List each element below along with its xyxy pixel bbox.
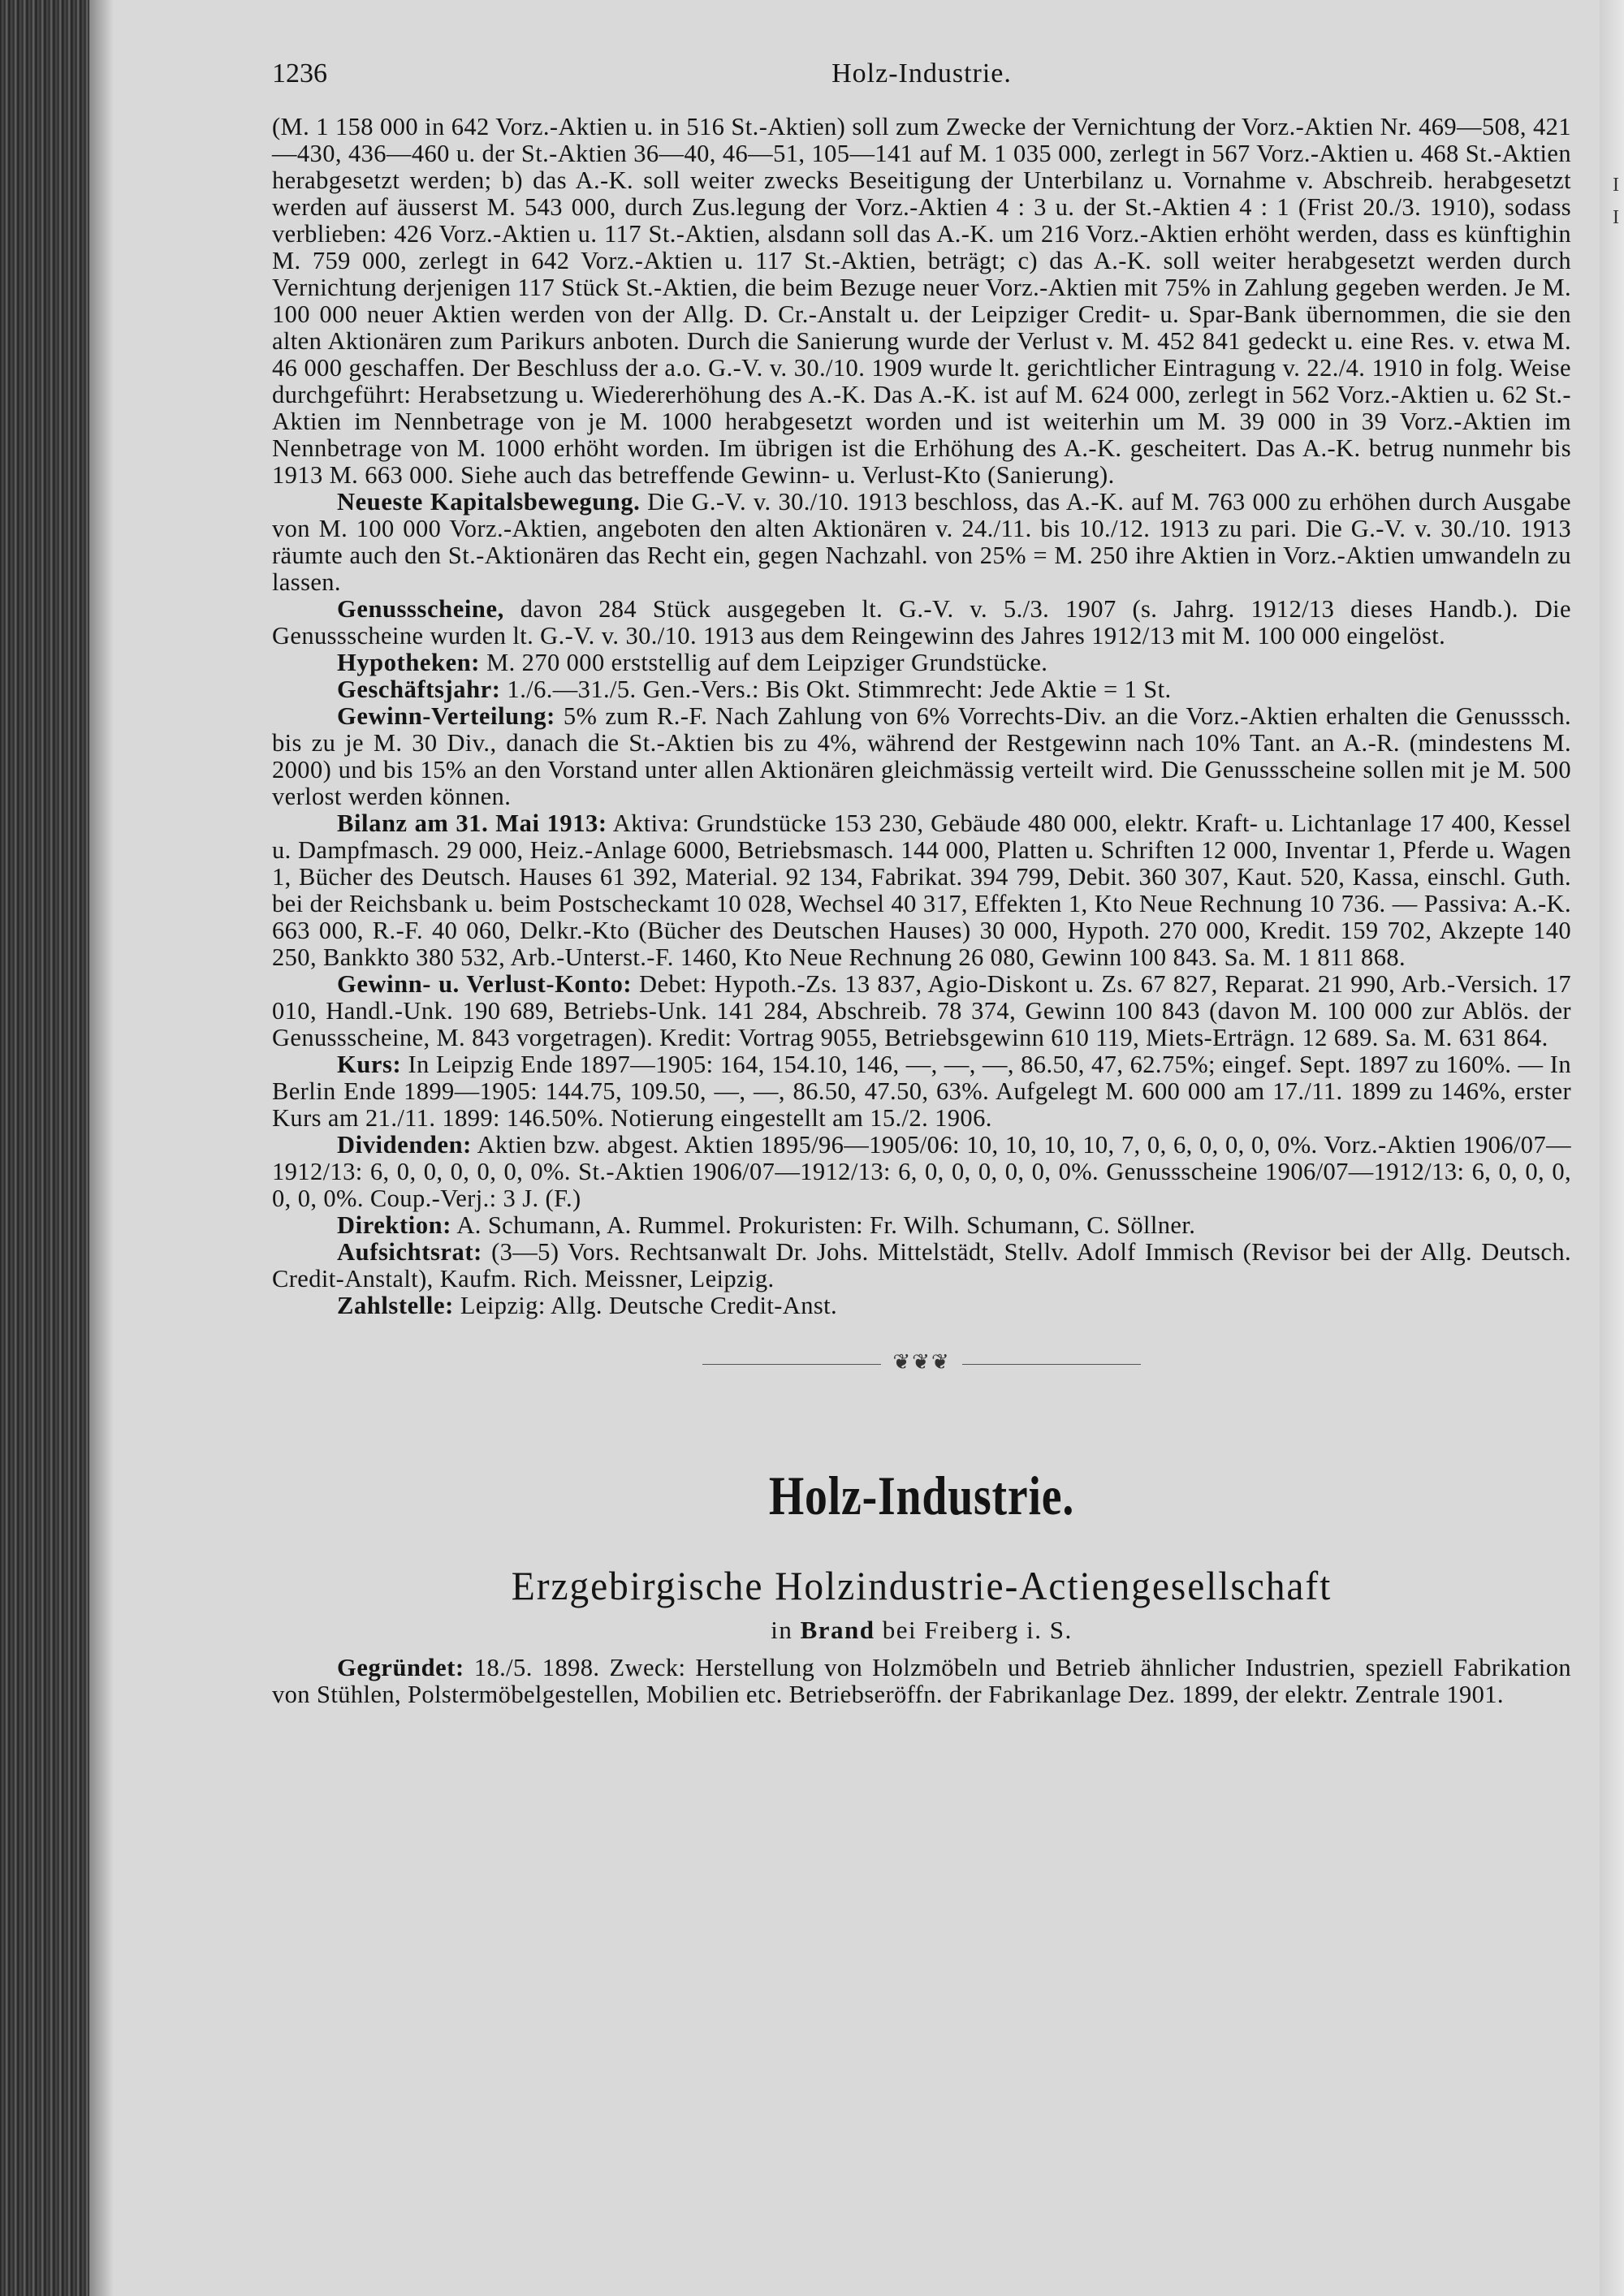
paragraph-lead: Bilanz am 31. Mai 1913: (337, 809, 607, 837)
running-title: Holz-Industrie. (831, 58, 1012, 88)
paragraph-lead: Geschäftsjahr: (337, 675, 501, 703)
article-body (272, 114, 1571, 1319)
book-spine-edge (0, 0, 89, 2296)
page-sheet (272, 58, 1571, 1708)
paragraph-kurs: Kurs: In Leipzig Ende 1897—1905: 164, 154.10, 146, —, —, —, 86.50, 47, 62.75%; eingef. Sept. 1897 zu 160%. — In Berlin Ende 1899—1905: 144.75, 109.50, —, —, 86.50, 47.50, 63%. Aufgelegt M. 600 000 am 17./11. 1899 zu 146%, erster Kurs am 21./11. 1899: 146.50%. Notierung eingestellt am 15./2. 1906. (272, 1051, 1571, 1132)
paragraph-aufsichtsrat: Aufsichtsrat: (3—5) Vors. Rechtsanwalt Dr. Johs. Mittelstädt, Stellv. Adolf Immisch (Revisor bei der Allg. Deutsch. Credit-Anstalt), Kaufm. Rich. Meissner, Leipzig. (272, 1238, 1571, 1293)
paragraph-sanierung: (M. 1 158 000 in 642 Vorz.-Aktien u. in 516 St.-Aktien) soll zum Zwecke der Vernichtung der Vorz.-Aktien Nr. 469—508, 421—430, 436—460 u. der St.-Aktien 36—40, 46—51, 105—141 auf M. 1 035 000, zerlegt in 567 Vorz.-Aktien u. 468 St.-Aktien herabgesetzt werden; b) das A.-K. soll weiter zwecks Beseitigung der Unterbilanz u. Vornahme v. Abschreib. herabgesetzt werden auf äusserst M. 543 000, durch Zus.legung der Vorz.-Aktien 4 : 3 u. der St.-Aktien 4 : 1 (Frist 20./3. 1910), sodass verblieben: 426 Vorz.-Aktien u. 117 St.-Aktien, alsdann soll das A.-K. um 216 Vorz.-Aktien erhöht werden, dass es künftighin M. 759 000, zerlegt in 642 Vorz.-Aktien u. 117 St.-Aktien, beträgt; c) das A.-K. soll weiter herabgesetzt werden durch Vernichtung derjenigen 117 Stück St.-Aktien, die beim Bezuge neuer Vorz.-Aktien mit 75% in Zahlung gegeben werden. Je M. 100 000 neuer Aktien werden von der Allg. D. Cr.-Anstalt u. der Leipziger Credit- u. Spar-Bank übernommen, die sie den alten Aktionären zum Parikurs anboten. Durch die Sanierung wurde der Verlust v. M. 452 841 gedeckt u. eine Res. v. etwa M. 46 000 geschaffen. Der Beschluss der a.o. G.-V. v. 30./10. 1909 wurde lt. gerichtlicher Eintragung v. 22./4. 1910 in folg. Weise durchgeführt: Herabsetzung u. Wiedererhöhung des A.-K. Das A.-K. ist auf M. 624 000, zerlegt in 562 Vorz.-Aktien u. 62 St.-Aktien im Nennbetrage von je M. 1000 herabgesetzt worden und ist weiterhin um M. 39 000 in 39 Vorz.-Aktien im Nennbetrage von M. 1000 erhöht worden. Im übrigen ist die Erhöhung des A.-K. gescheitert. Das A.-K. betrug nunmehr bis 1913 M. 663 000. Siehe auch das betreffende Gewinn- u. Verlust-Kto (Sanierung). (272, 113, 1571, 489)
company-entry (272, 1655, 1571, 1708)
paragraph-dividenden: Dividenden: Aktien bzw. abgest. Aktien 1895/96—1905/06: 10, 10, 10, 10, 7, 0, 6, 0, 0, 0, 0%. Vorz.-Aktien 1906/07—1912/13: 6, 0, 0, 0, 0, 0, 0%. St.-Aktien 1906/07—1912/13: 6, 0, 0, 0, 0, 0, 0%. Genussscheine 1906/07—1912/13: 6, 0, 0, 0, 0, 0, 0%. Coup.-Verj.: 3 J. (F.) (272, 1131, 1571, 1212)
paragraph-zahlstelle: Zahlstelle: Leipzig: Allg. Deutsche Credit-Anst. (337, 1292, 838, 1319)
paragraph-gewinn-verteilung: Gewinn-Verteilung: 5% zum R.-F. Nach Zahlung von 6% Vorrechts-Div. an die Vorz.-Aktien erhalten die Genusssch. bis zu je M. 30 Div., danach die St.-Aktien bis zu 4%, während der Restgewinn nach 10% Tant. an A.-R. (mindestens M. 2000) und bis 15% an den Vorstand unter allen Aktionären gleichmässig verteilt wird. Die Genussscheine sollen mit je M. 500 verlost werden können. (272, 702, 1571, 810)
gutter-shadow (89, 0, 114, 2296)
paragraph-lead: Direktion: (337, 1211, 451, 1239)
paragraph-hypotheken: Hypotheken: M. 270 000 erststellig auf dem Leipziger Grundstücke. (337, 649, 1048, 676)
section-divider (637, 1350, 1206, 1375)
running-head (272, 58, 1571, 107)
paragraph-lead: Aufsichtsrat: (337, 1238, 482, 1266)
paragraph-lead: Genussscheine, (337, 595, 504, 623)
company-town: Brand (800, 1616, 875, 1644)
paragraph-lead: Zahlstelle: (337, 1292, 454, 1319)
paragraph-bilanz: Bilanz am 31. Mai 1913: Aktiva: Grundstücke 153 230, Gebäude 480 000, elektr. Kraft- u. Lichtanlage 17 400, Kessel u. Dampfmasch. 29 000, Heiz.-Anlage 6000, Betriebsmasch. 144 000, Platten u. Schriften 12 000, Inventar 1, Pferde u. Wagen 1, Bücher des Deutsch. Hauses 61 392, Material. 92 134, Fabrikat. 394 799, Debit. 360 307, Kaut. 520, Kassa, einschl. Guth. bei der Reichsbank u. beim Postscheckamt 10 028, Wechsel 40 317, Effekten 1, Kto Neue Rechnung 10 736. — Passiva: A.-K. 663 000, R.-F. 40 060, Delkr.-Kto (Bücher des Deutschen Hauses) 30 000, Hypoth. 270 000, Kredit. 159 702, Akzepte 140 250, Bankkto 380 532, Arb.-Unterst.-F. 1460, Kto Neue Rechnung 26 080, Gewinn 100 843. Sa. M. 1 811 868. (272, 809, 1571, 971)
paragraph-gewinn-verlust: Gewinn- u. Verlust-Konto: Debet: Hypoth.-Zs. 13 837, Agio-Diskont u. Zs. 67 827, Reparat. 21 990, Arb.-Versich. 17 010, Handl.-Unk. 190 689, Betriebs-Unk. 141 284, Abschreib. 78 374, Gewinn 100 843 (davon M. 100 000 zur Ablös. der Genussscheine, M. 843 vorgetragen). Kredit: Vortrag 9055, Betriebsgewinn 610 119, Miets-Erträgn. 12 689. Sa. M. 631 864. (272, 970, 1571, 1051)
paragraph-geschaeftsjahr: Geschäftsjahr: 1./6.—31./5. Gen.-Vers.: Bis Okt. Stimmrecht: Jede Aktie = 1 St. (337, 675, 1172, 703)
margin-mark: I (1613, 175, 1619, 196)
divider-line (962, 1364, 1141, 1365)
paragraph-lead: Gewinn- u. Verlust-Konto: (337, 970, 633, 998)
page-number: 1236 (272, 58, 327, 88)
paragraph-lead: Gewinn-Verteilung: (337, 702, 555, 730)
paragraph-lead: Gegründet: (337, 1654, 464, 1681)
right-page-edge (1600, 0, 1624, 2296)
margin-mark: I (1613, 207, 1619, 228)
divider-line (702, 1364, 881, 1365)
paragraph-kapitalsbewegung: Neueste Kapitalsbewegung. Die G.-V. v. 30./10. 1913 beschloss, das A.-K. auf M. 763 000 zu erhöhen durch Ausgabe von M. 100 000 Vorz.-Aktien, angeboten den alten Aktionären v. 24./11. bis 10./12. 1913 zu pari. Die G.-V. v. 30./10. 1913 räumte auch den St.-Aktionären das Recht ein, gegen Nachzahl. von 25% = M. 250 ihre Aktien in Vorz.-Aktien umwandeln zu lassen. (272, 488, 1571, 596)
paragraph-lead: Kurs: (337, 1051, 402, 1078)
paragraph-lead: Hypotheken: (337, 649, 481, 676)
paragraph-lead: Neueste Kapitalsbewegung. (337, 488, 641, 516)
ornament-icon: ❦❦❦ (892, 1350, 951, 1374)
paragraph-lead: Dividenden: (337, 1131, 472, 1159)
paragraph-genussscheine: Genussscheine, davon 284 Stück ausgegeben lt. G.-V. v. 5./3. 1907 (s. Jahrg. 1912/13 dieses Handb.). Die Genussscheine wurden lt. G.-V. v. 30./10. 1913 aus dem Reingewinn des Jahres 1912/13 mit M. 100 000 eingelöst. (272, 595, 1571, 650)
paragraph-direktion: Direktion: A. Schumann, A. Rummel. Prokuristen: Fr. Wilh. Schumann, C. Söllner. (337, 1211, 1196, 1239)
section-heading: Holz-Industrie. (768, 1465, 1075, 1526)
company-location: in Brand bei Freiberg i. S. (771, 1616, 1073, 1644)
company-name: Erzgebirgische Holzindustrie-Actiengesellschaft (511, 1563, 1332, 1608)
paragraph-gegruendet: Gegründet: 18./5. 1898. Zweck: Herstellung von Holzmöbeln und Betrieb ähnlicher Industrien, speziell Fabrikation von Stühlen, Polstermöbelgestellen, Mobilien etc. Betriebseröffn. der Fabrikanlage Dez. 1899, der elektr. Zentrale 1901. (272, 1654, 1571, 1708)
